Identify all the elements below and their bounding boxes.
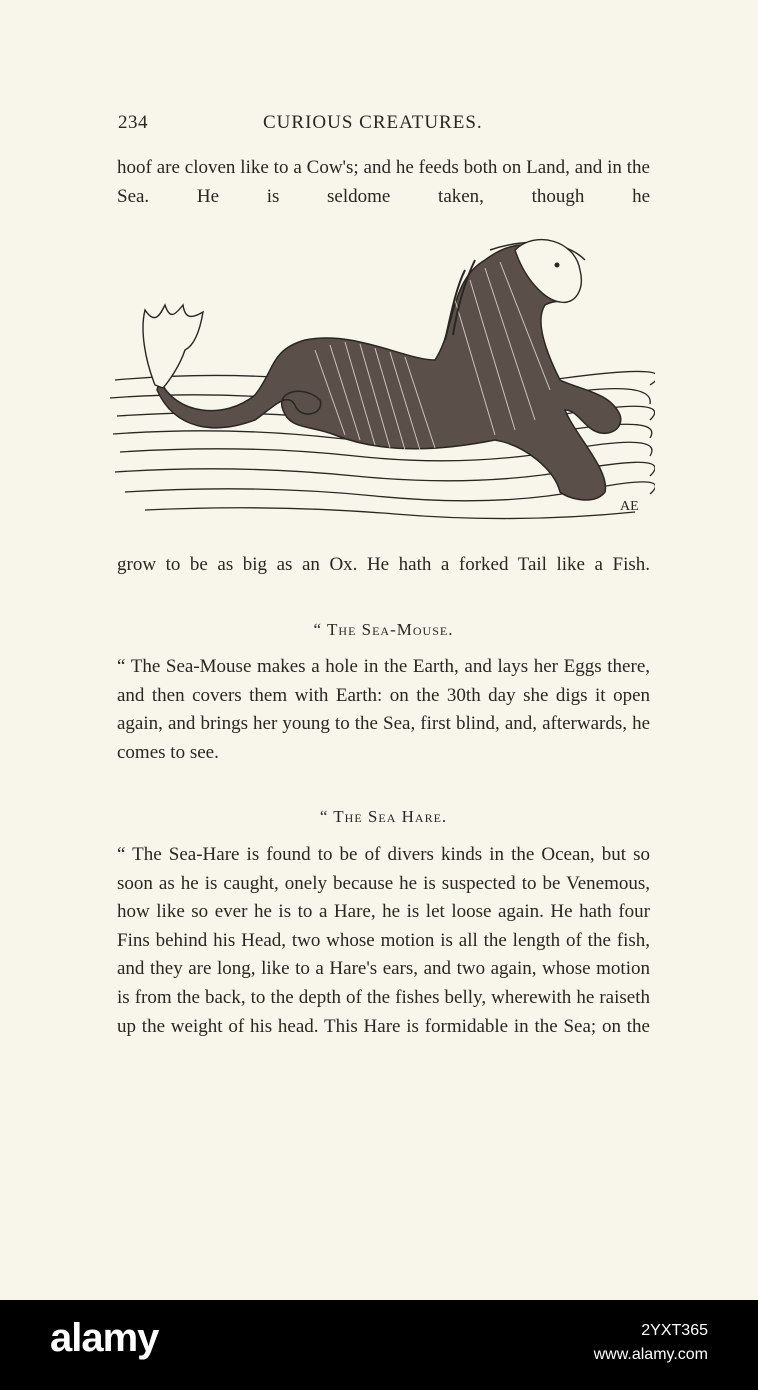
sea-horse-illustration — [105, 220, 655, 530]
watermark-url: www.alamy.com — [593, 1346, 708, 1363]
subheading-sea-mouse: “ The Sea-Mouse. — [313, 620, 454, 639]
paragraph-sea-mouse: “ The Sea-Mouse makes a hole in the Earth, and lays her Eggs there, and then covers them with Earth: on the 30th day she digs it open again, and brings her young to the Sea, first blind, and, afterwards, he comes to see. — [117, 656, 650, 763]
subheading-sea-hare: “ The Sea Hare. — [319, 807, 448, 826]
paragraph-ox: grow to be as big as an Ox. He hath a forked Tail like a Fish. — [117, 554, 650, 575]
paragraph-cow-hoof: hoof are cloven like to a Cow's; and he feeds both on Land, and in the Sea. He is seldome taken, though he — [117, 157, 650, 207]
image-id: 2YXT365 — [641, 1322, 708, 1339]
paragraph-sea-hare: “ The Sea-Hare is found to be of divers kinds in the Ocean, but so soon as he is caught, onely because he is suspected to be Venemous, how like so ever he is to a Hare, he is let loose again. He hath four Fins behind his Head, two whose motion is all the length of the fish, and they are long, like to a Hare's ears, and two again, whose motion is from the back, to the depth of the fishes belly, wherewith he raiseth up the weight of his head. This Hare is formidable in the Sea; on the — [117, 844, 650, 1037]
page-header — [118, 112, 651, 140]
monogram: AE — [620, 499, 639, 514]
watermark-logo: alamy — [50, 1316, 159, 1360]
page-number: 234 — [118, 112, 148, 133]
running-title: CURIOUS CREATURES. — [263, 112, 483, 133]
